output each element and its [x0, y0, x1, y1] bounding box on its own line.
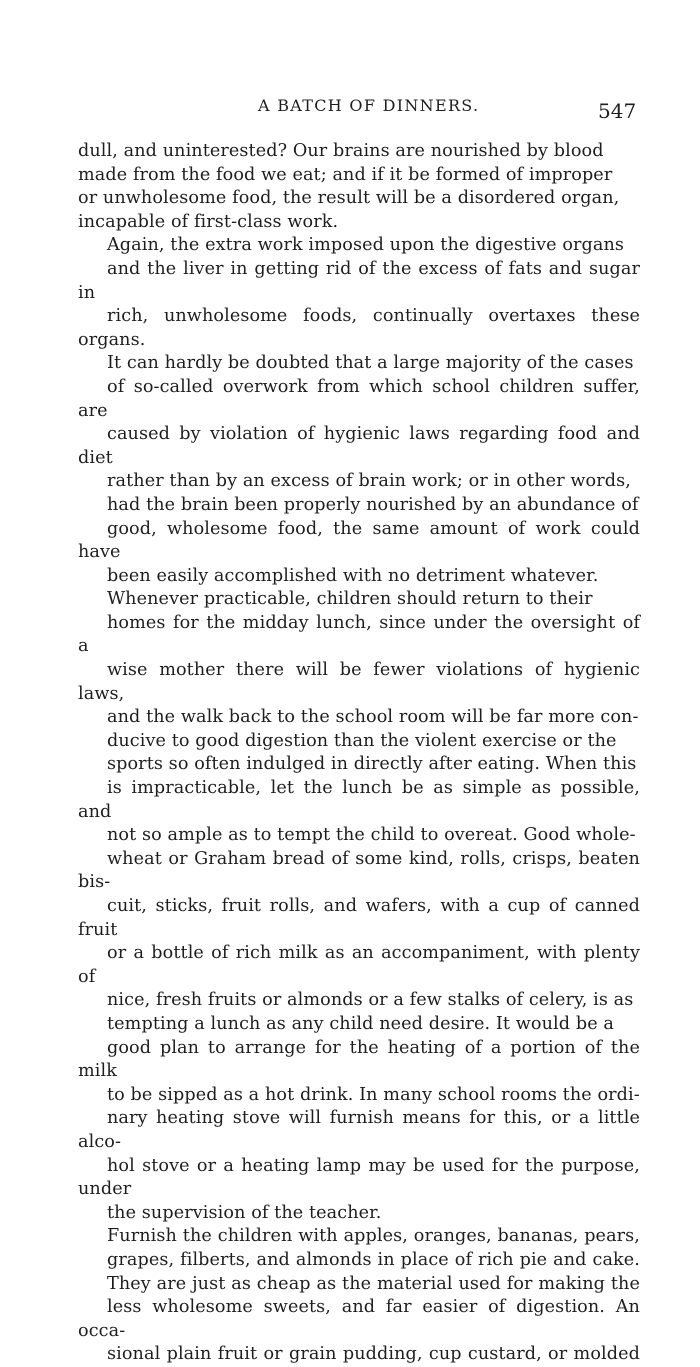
body-text: [78, 140, 640, 1367]
text-line: ducive to good digestion than the violent exercise or the: [107, 730, 617, 751]
text-line: good plan to arrange for the heating of a portion of the milk: [78, 1037, 640, 1082]
text-line: grapes, filberts, and almonds in place of rich pie and cake.: [107, 1249, 640, 1270]
text-line: rather than by an excess of brain work; or in other words,: [107, 471, 631, 492]
text-line: made from the food we eat; and if it be formed of improper: [78, 164, 613, 185]
text-line: and the walk back to the school room will be far more con-: [107, 707, 639, 728]
text-line: They are just as cheap as the material used for making the: [107, 1273, 640, 1294]
text-line: the supervision of the teacher.: [107, 1202, 382, 1223]
text-line: nary heating stove will furnish means for this, or a little alco-: [78, 1108, 640, 1152]
text-line: rich, unwholesome foods, continually overtaxes these organs.: [78, 306, 640, 350]
text-line: wise mother there will be fewer violations of hygienic laws,: [78, 660, 640, 704]
text-line: hol stove or a heating lamp may be used for the purpose, under: [78, 1155, 640, 1200]
text-line: had the brain been properly nourished by an abundance of: [107, 494, 639, 515]
text-line: sports so often indulged in directly after eating. When this: [107, 754, 637, 775]
text-line: and the liver in getting rid of the excess of fats and sugar in: [78, 258, 640, 303]
text-line: sional plain fruit or grain pudding, cup custard, or molded: [107, 1344, 640, 1365]
text-line: wheat or Graham bread of some kind, rolls, crisps, beaten bis-: [78, 848, 640, 893]
text-line: cuit, sticks, fruit rolls, and wafers, with a cup of canned fruit: [78, 896, 640, 940]
text-line: less wholesome sweets, and far easier of digestion. An occa-: [78, 1297, 640, 1341]
text-line: is impracticable, let the lunch be as simple as possible, and: [78, 778, 640, 822]
running-head: A BATCH OF DINNERS.: [258, 96, 480, 115]
text-line: Again, the extra work imposed upon the digestive organs: [107, 235, 625, 256]
text-line: been easily accomplished with no detriment whatever.: [107, 565, 599, 586]
paragraph: [78, 352, 640, 588]
text-line: incapable of first-class work.: [78, 211, 339, 232]
text-line: or a bottle of rich milk as an accompaniment, with plenty of: [78, 943, 640, 987]
text-line: of so-called overwork from which school children suffer, are: [78, 376, 640, 421]
text-line: It can hardly be doubted that a large majority of the cases: [107, 353, 634, 374]
text-line: Furnish the children with apples, oranges, bananas, pears,: [107, 1226, 640, 1247]
text-line: nice, fresh fruits or almonds or a few stalks of celery, is as: [107, 990, 634, 1011]
text-line: to be sipped as a hot drink. In many school rooms the ordi-: [107, 1084, 640, 1105]
text-line: tempting a lunch as any child need desire. It would be a: [107, 1013, 614, 1034]
text-line: Whenever practicable, children should return to their: [107, 589, 593, 610]
paragraph: [78, 1225, 640, 1367]
paragraph: [78, 588, 640, 1225]
paragraph: [78, 234, 640, 352]
paragraph: [78, 140, 640, 234]
text-line: dull, and uninterested? Our brains are nourished by blood: [78, 141, 604, 161]
text-line: homes for the midday lunch, since under the oversight of a: [78, 612, 640, 657]
text-line: good, wholesome food, the same amount of work could have: [78, 518, 640, 563]
page-number: 547: [598, 99, 637, 123]
text-line: caused by violation of hygienic laws regarding food and diet: [78, 424, 640, 468]
text-line: or unwholesome food, the result will be a disordered organ,: [78, 188, 620, 209]
text-line: not so ample as to tempt the child to overeat. Good whole-: [107, 825, 636, 846]
